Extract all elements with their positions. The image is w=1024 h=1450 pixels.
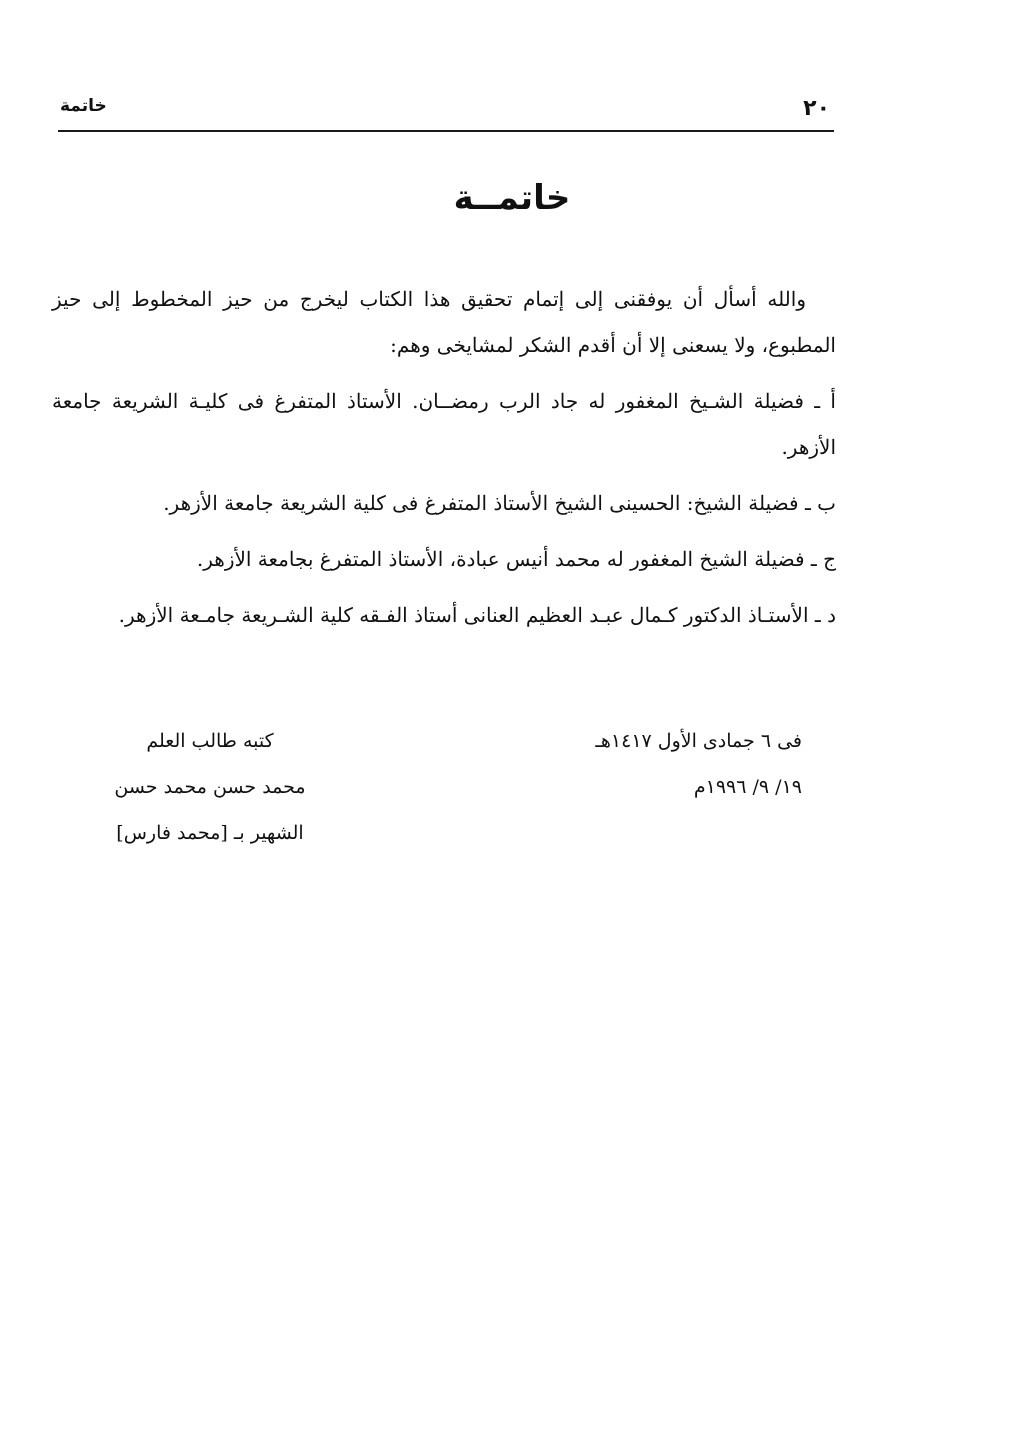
- signature-line-3: الشهير بـ [محمد فارس]: [116, 822, 304, 844]
- signature-block: [60, 718, 360, 856]
- thanks-item-a: أ ـ فضيلة الشـيخ المغفور له جاد الرب رمضــان. الأستاذ المتفرغ فى كليـة الشريعة جامعة الأزهر.: [52, 389, 836, 459]
- body-text: [52, 276, 836, 648]
- chapter-title: خاتمــة: [453, 178, 571, 218]
- thanks-item-c: ج ـ فضيلة الشيخ المغفور له محمد أنيس عبادة، الأستاذ المتفرغ بجامعة الأزهر.: [196, 547, 836, 571]
- running-title: خاتمة: [60, 96, 107, 116]
- gregorian-date: ١٩/ ٩/ ١٩٩٦م: [693, 776, 802, 798]
- page-header: [58, 88, 834, 132]
- hijri-date: فى ٦ جمادى الأول ١٤١٧هـ: [595, 730, 802, 752]
- thanks-item-d: د ـ الأستـاذ الدكتور كـمال عبـد العظيم العنانى أستاذ الفـقه كلية الشـريعة جامـعة الأزهر.: [118, 603, 836, 627]
- closing-date: [502, 718, 802, 810]
- signature-line-2: محمد حسن محمد حسن: [114, 776, 306, 798]
- page-number: ٢٠: [803, 96, 830, 121]
- thanks-item-b: ب ـ فضيلة الشيخ: الحسينى الشيخ الأستاذ المتفرغ فى كلية الشريعة جامعة الأزهر.: [163, 491, 836, 515]
- intro-paragraph: والله أسأل أن يوفقنى إلى إتمام تحقيق هذا الكتاب ليخرج من حيز المخطوط إلى حيز المطبوع، ولا يسعنى إلا أن أقدم الشكر لمشايخى وهم:: [52, 287, 836, 357]
- signature-line-1: كتبه طالب العلم: [146, 730, 274, 752]
